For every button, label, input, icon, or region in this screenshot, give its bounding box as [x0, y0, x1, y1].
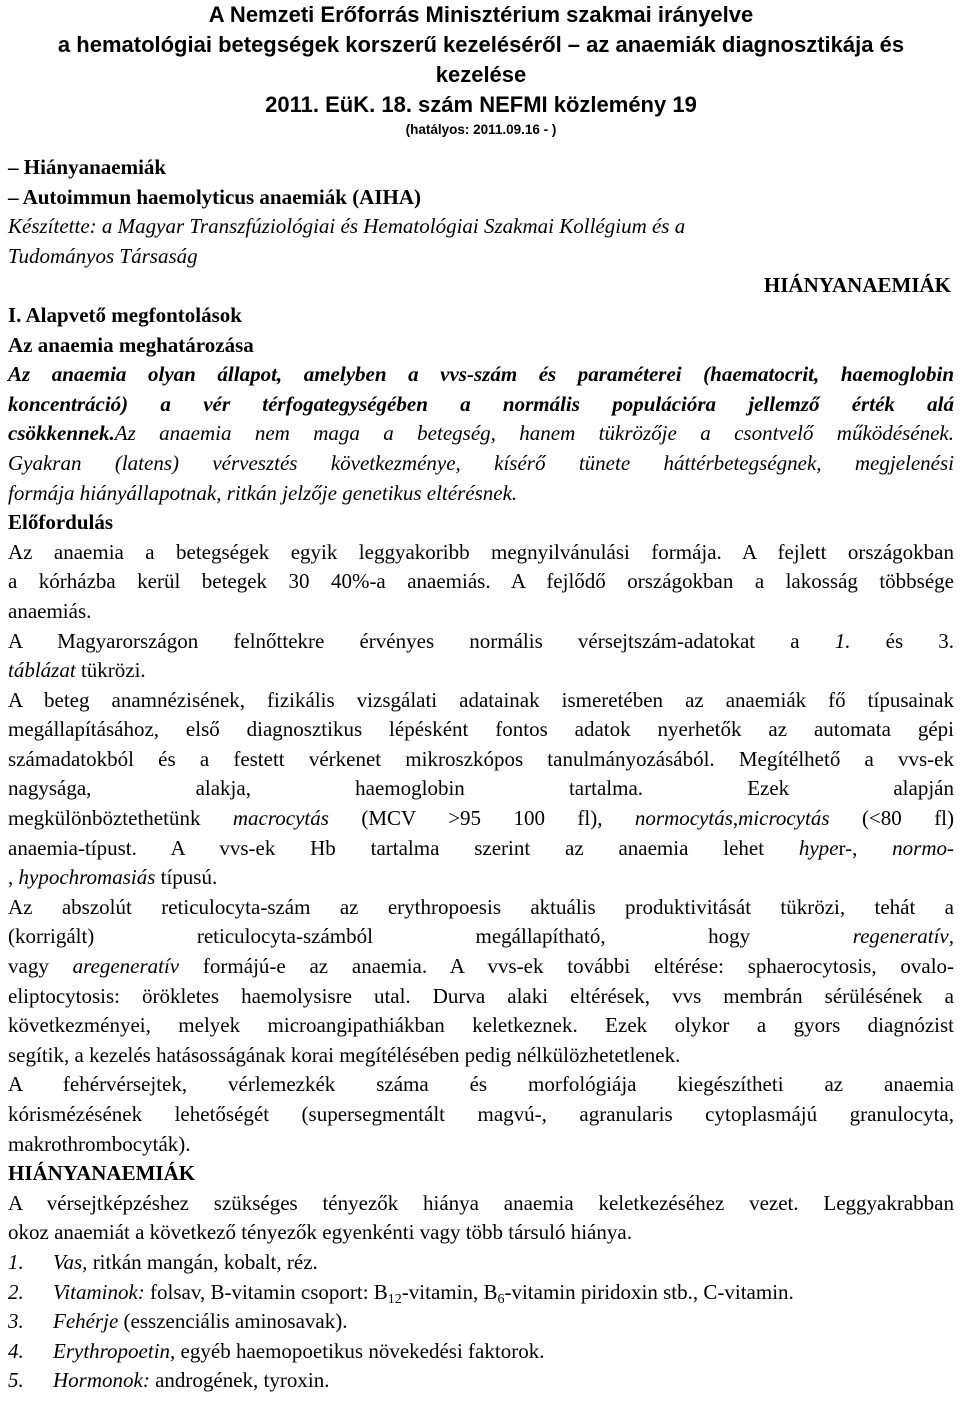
paragraph-line: A beteg anamnézisének, fizikális vizsgálati adatainak ismeretében az anaemiák fő típusainak [8, 687, 954, 712]
occurrence-line: anaemiás. [8, 598, 92, 623]
occurrence-line: a kórházba kerül betegek 30 40%-a anaemiás. A fejlődő országokban a lakosság többsége [8, 569, 954, 594]
header-line: A Nemzeti Erőforrás Minisztérium szakmai irányelve [208, 2, 754, 27]
list-number: 3. [8, 1309, 24, 1334]
header-validity: (hatályos: 2011.09.16 - ) [405, 122, 557, 137]
list-item: 1. Vas, ritkán mangán, kobalt, réz. [8, 1248, 954, 1278]
heading-definition: Az anaemia meghatározása [8, 332, 254, 357]
definition-line: formája hiányállapotnak, ritkán jelzője genetikus eltérésnek. [8, 480, 518, 505]
list-item: 3. Fehérje (esszenciális aminosavak). [8, 1307, 954, 1337]
header-line: a hematológiai betegségek korszerű kezeléséről – az anaemiák diagnosztikája és [57, 32, 905, 57]
paragraph-line: segítik, a kezelés hatásosságának korai megítélésében pedig nélkülözhetetlenek. [8, 1042, 681, 1067]
list-number: 4. [8, 1338, 24, 1363]
header-line: 2011. EüK. 18. szám NEFMI közlemény 19 [265, 92, 697, 117]
paragraph-line: vagy aregeneratív formájú-e az anaemia. A vvs-ek további eltérése: sphaerocytosis, ovalo- [8, 954, 955, 979]
document-header [8, 0, 954, 140]
paragraph-line: makrothrombocyták). [8, 1131, 191, 1156]
paragraph-line: kórismézésének lehetőségét (supersegmentált magvú-, agranularis cytoplasmájú granulocyta, [8, 1102, 954, 1126]
paragraph-line: eliptocytosis: örökletes haemolysisre utal. Durva alaki eltérések, vvs membrán sérülésének a [8, 983, 954, 1008]
paragraph-line: , hypochromasiás típusú. [8, 865, 218, 890]
definition-line: Az anaemia olyan állapot, amelyben a vvs-szám és paraméterei (haematocrit, haemoglobin [8, 362, 954, 387]
paragraph-line: anaemia-típust. A vvs-ek Hb tartalma szerint az anaemia lehet hyper-, normo- [8, 835, 954, 860]
list-item: 5. Hormonok: androgének, tyroxin. [8, 1366, 954, 1396]
paragraph-line: megállapításához, első diagnosztikus lépésként fontos adatok nyerhetők az automata gépi [8, 717, 954, 742]
toc-item: – Autoimmun haemolyticus anaemiák (AIHA) [8, 184, 422, 209]
list-number: 5. [8, 1368, 24, 1393]
list-item: 2. Vitaminok: folsav, B-vitamin csoport: $B_{12}$-vitamin, $B_6$-vitamin piridoxin stb., C-vitamin. [8, 1279, 794, 1307]
author-line: Készítette: a Magyar Transzfúziológiai és Hematológiai Szakmai Kollégium és a [8, 214, 686, 239]
list-item: 4. Erythropoetin, egyéb haemopoetikus növekedési faktorok. [8, 1337, 954, 1367]
paragraph-line: okoz anaemiát a következő tényezők egyenkénti vagy több társuló hiánya. [8, 1220, 632, 1245]
document-page [8, 0, 954, 1396]
list-number: 2. [8, 1279, 24, 1304]
paragraph-line: A vérsejtképzéshez szükséges tényezők hiánya anaemia keletkezéséhez vezet. Leggyakrabban [8, 1190, 954, 1215]
occurrence-line: táblázat tükrözi. [8, 658, 146, 683]
paragraph-line: (korrigált) reticulocyta-számból megállapítható, hogy regeneratív, [8, 924, 954, 949]
definition-line: Gyakran (latens) vérvesztés következménye, kísérő tünete háttérbetegségnek, megjelenési [8, 450, 954, 475]
paragraph-line: Az abszolút reticulocyta-szám az erythropoesis aktuális produktivitását tükrözi, tehát a [8, 894, 954, 919]
paragraph-line: megkülönböztethetünk macrocytás (MCV >95 100 fl), normocytás,microcytás (<80 fl) [8, 806, 955, 831]
definition-line: csökkennek.Az anaemia nem maga a betegség, hanem tükrözője a csontvelő működésének. [8, 421, 954, 446]
paragraph-line: A fehérvérsejtek, vérlemezkék száma és morfológiája kiegészítheti az anaemia [8, 1072, 954, 1097]
section-title: HIÁNYANAEMIÁK [763, 273, 951, 298]
list-number: 1. [8, 1249, 24, 1274]
paragraph-line: számadatokból és a festett vérkenet mikroszkópos tanulmányozásából. Megítélhető a vvs-ek [8, 746, 954, 771]
author-line: Tudományos Társaság [8, 243, 198, 268]
paragraph-line: következményei, melyek microangipathiákban keletkeznek. Ezek olykor a gyors diagnózist [8, 1013, 954, 1038]
toc-item: – Hiányanaemiák [8, 155, 167, 179]
occurrence-line: Az anaemia a betegségek egyik leggyakoribb megnyilvánulási formája. A fejlett országokban [8, 539, 954, 564]
heading-occurrence: Előfordulás [8, 510, 114, 535]
heading-deficiency: HIÁNYANAEMIÁK [8, 1161, 196, 1186]
occurrence-line: A Magyarországon felnőttekre érvényes normális vérsejtszám-adatokat a 1. és 3. [8, 628, 955, 653]
heading-basics: I. Alapvető megfontolások [8, 302, 242, 327]
paragraph-line: nagysága, alakja, haemoglobin tartalma. Ezek alapján [8, 776, 954, 801]
header-line: kezelése [435, 62, 527, 87]
definition-line: koncentráció) a vér térfogategységében a normális populációra jellemző érték alá [8, 391, 954, 416]
